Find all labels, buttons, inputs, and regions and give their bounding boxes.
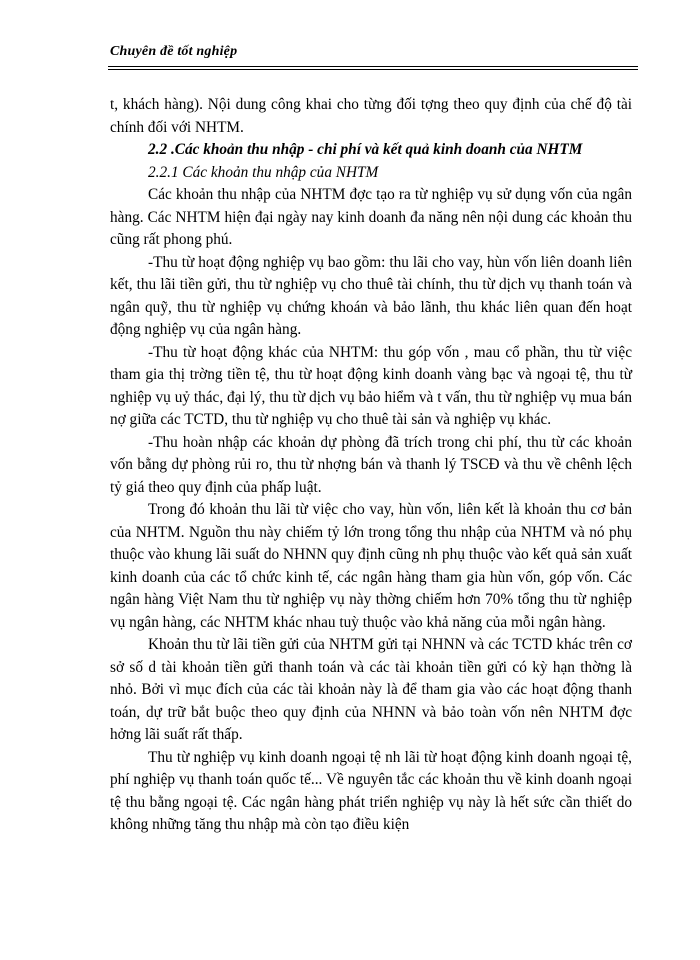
paragraph: Khoản thu từ lãi tiền gửi của NHTM gửi tại NHNN và các TCTD khác trên cơ sở số d tài khoản tiền gửi thanh toán và các tài khoản tiền gửi có kỳ hạn thờng là nhỏ. Bởi vì mục đích của các tài khoản này là để tham gia vào các hoạt động thanh toán, dự trữ bắt buộc theo quy định của NHNN và bảo toàn vốn nên NHTM đợc hởng lãi suất rất thấp. [110, 636, 632, 743]
paragraph: Thu từ nghiệp vụ kinh doanh ngoại tệ nh lãi từ hoạt động kinh doanh ngoại tệ, phí nghiệp vụ thanh toán quốc tế... Về nguyên tắc các khoản thu về kinh doanh ngoại tệ thu bằng ngoại tệ. Các ngân hàng phát triển nghiệp vụ này là hết sức cần thiết do không những tăng thu nhập mà còn tạo điều kiện [110, 748, 632, 833]
paragraph: -Thu từ hoạt động khác của NHTM: thu góp vốn , mau cổ phần, thu từ việc tham gia thị trờng tiền tệ, thu từ hoạt động kinh doanh vàng bạc và ngoại tệ, thu từ nghiệp vụ uỷ thác, đại lý, thu từ dịch vụ bảo hiểm và t vấn, thu từ nghiệp vụ mua bán nợ giữa các TCTD, thu từ nghiệp vụ cho thuê tài sản và nghiệp vụ khác. [110, 343, 632, 428]
running-header: Chuyên đề tốt nghiệp [110, 44, 238, 59]
paragraph: -Thu từ hoạt động nghiệp vụ bao gồm: thu lãi cho vay, hùn vốn liên doanh liên kết, thu lãi tiền gửi, thu từ nghiệp vụ cho thuê tài chính, thu từ dịch vụ thanh toán và ngân quỹ, thu từ nghiệp vụ chứng khoán và bảo lãnh, thu khác liên quan đến hoạt động nghiệp vụ của ngân hàng. [110, 253, 632, 338]
document-body [110, 94, 632, 837]
paragraph: Trong đó khoản thu lãi từ việc cho vay, hùn vốn, liên kết là khoản thu cơ bản của NHTM. Nguồn thu này chiếm tỷ lớn trong tổng thu nhập của NHTM và nó phụ thuộc vào khung lãi suất do NHNN quy định cũng nh phụ thuộc vào kết quả sản xuất kinh doanh của các tổ chức kinh tế, các ngân hàng tham gia hùn vốn, góp vốn. Các ngân hàng Việt Nam thu từ nghiệp vụ này thờng chiếm hơn 70% tổng thu từ nghiệp vụ ngân hàng, các NHTM khác nhau tuỳ thuộc vào khả năng của mỗi ngân hàng. [110, 501, 632, 631]
paragraph: Các khoản thu nhập của NHTM đợc tạo ra từ nghiệp vụ sử dụng vốn của ngân hàng. Các NHTM hiện đại ngày nay kinh doanh đa năng nên nội dung các khoản thu cũng rất phong phú. [110, 186, 632, 248]
subsection-heading: 2.2.1 Các khoản thu nhập của NHTM [148, 163, 379, 181]
paragraph: -Thu hoàn nhập các khoản dự phòng đã trích trong chi phí, thu từ các khoản vốn bằng dự phòng rủi ro, thu từ nhợng bán và thanh lý TSCĐ và thu về chênh lệch tỷ giá theo quy định của phấp luật. [110, 433, 632, 496]
paragraph-continuation: t, khách hàng). Nội dung công khai cho từng đối tợng theo quy định của chế độ tài chính đối với NHTM. [110, 96, 632, 136]
header-rule-thin [108, 69, 638, 70]
section-heading: 2.2 .Các khoản thu nhập - chi phí và kết quả kinh doanh của NHTM [148, 141, 583, 158]
header-rule [108, 66, 638, 67]
